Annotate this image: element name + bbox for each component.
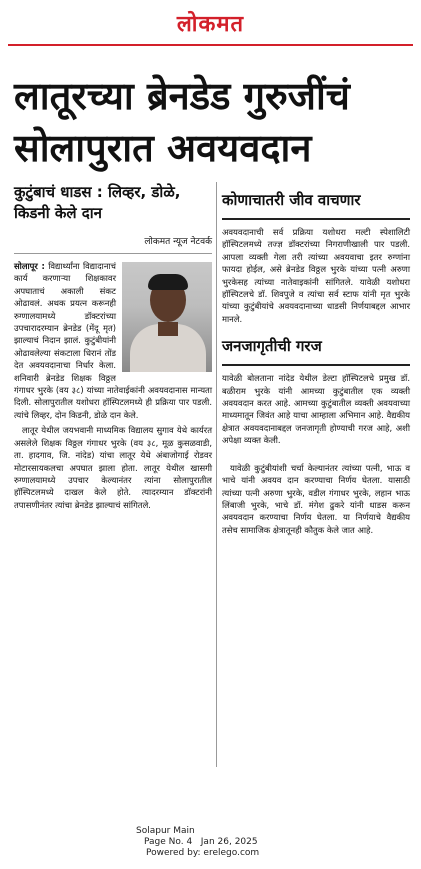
- right-column: [222, 190, 410, 539]
- section-1-body: अवयवदानाची सर्व प्रक्रिया यशोधरा मल्टी स्पेशालिटी हॉस्पिटलमध्ये तज्ज्ञ डॉक्टरांच्या निगराणीखाली पार पडली. आपला व्यक्ती गेला तरी त्यांच्या अवयवाचा इतर रुग्णांना फायदा होईल, असे ब्रेनडेड विठ्ठल भुरके यांच्या पत्नी अरुणा भुरकेसह त्यांच्या नातेवाइकांनी सांगितले. यावेळी यशोधरा हॉस्पिटलचे डॉ. शिवपुजे व त्यांचा सर्व स्टाफ यांनी मृत भुरके यांच्या कुटुंबीयांचे अवयवदानाच्या धाडसी निर्णयाबद्दल आभार मानले.: [222, 227, 410, 324]
- issue-date: Jan 26, 2025: [200, 837, 258, 847]
- headline: लातूरच्या ब्रेनडेड गुरुजींचं सोलापुरात अवयवदान: [14, 74, 350, 170]
- section-rule-1: [222, 218, 410, 220]
- section-heading-1: कोणाचातरी जीव वाचणार: [222, 191, 361, 209]
- teacher-photo: [122, 262, 212, 372]
- byline-rule: [14, 253, 212, 254]
- edition-name: Solapur Main: [136, 826, 195, 836]
- left-article-body: [14, 260, 212, 511]
- paragraph-3: यावेळी कुटुंबीयांशी चर्चा केल्यानंतर त्यांच्या पत्नी, भाऊ व भाचे यांनी अवयव दान करण्याचा निर्णय घेतला. यासाठी त्यांच्या पत्नी अरुणा भुरके, वडील गंगाधर भुरके, लहान भाऊ लिंबाजी भुरके, भाचे डॉ. मंगेश ढुकरे यांनी धाडस करून अवयवदान करण्याचा निर्णय घेतला. या निर्णयाचे वैद्यकीय तसेच सामाजिक क्षेत्रातूनही कौतुक केले जात आहे.: [222, 462, 410, 535]
- newspaper-logo: लोकमत: [176, 12, 245, 37]
- section-heading-2: जनजागृतीची गरज: [222, 337, 322, 356]
- section-2-body: यावेळी बोलताना नांदेड येथील डेल्टा हॉस्पिटलचे प्रमुख डॉ. बळीराम भुरके यांनी आमच्या कुटुंबातील एक व्यक्ती अवयवदान करत आहे. आमच्या कुटुंबातील व्यक्ती अवयवाच्या माध्यमातून जिवंत आहे याचा आम्हाला अभिमान आहे. वैद्यकीय क्षेत्रात अवयवदानाबद्दल जनजागृती होण्याची गरज आहे, अशी अपेक्षा व्यक्त केली. यावेळी कुटुंबीयांशी चर्चा केल्यानंतर त्यांच्या पत्नी, भाऊ व भाचे यांनी अवयव दान करण्याचा निर्णय घेतला. यासाठी त्यांच्या पत्नी अरुणा भुरके, वडील गंगाधर भुरके, लहान भाऊ लिंबाजी भुरके, भाचे डॉ. मंगेश ढुकरे यांनी धाडस करून अवयवदान करण्याचा निर्णय घेतला. या निर्णयाचे वैद्यकीय तसेच सामाजिक क्षेत्रातूनही कौतुक केले जात आहे.: [222, 373, 410, 535]
- paragraph-2: लातूर येथील जयभवानी माध्यमिक विद्यालय सुगाव येथे कार्यरत असलेले शिक्षक विठ्ठल गंगाधर भुरके (वय ३८, मूळ कुसळवाडी, ता. हादगाव, जि. नांदेड) यांचा लातूर येथे अंबाजोगाई रोडवर मोटारसायकलचा अपघात झाला होता. लातूर येथील खासगी रुग्णालयामध्ये उपचार केल्यानंतर त्यांना सोलापुरातील हॉस्पिटलमध्ये दाखल केले होते. त्यादरम्यान डॉक्टरांनी तपासणीनंतर त्यांचा ब्रेनडेड झाल्याचं सांगितले.: [14, 425, 212, 510]
- paragraph-1: सोलापूर : विद्यार्थ्यांना विद्यादानाचं कार्य करणाऱ्या शिक्षकावर अपघाताचं अकाली संकट ओढावलं. अथक प्रयत्न करूनही रुग्णालयामध्ये डॉक्टरांच्या उपचारादरम्यान ब्रेनडेड (मेंदू मृत) झाल्याचं निदान झालं. कुटुंबीयांनी ओढावलेल्या संकटाला धिरानं तोंड देत अवयवदानाचा निर्धार केला. शनिवारी ब्रेनडेड शिक्षक विठ्ठल गंगाधर भुरके (वय ३८) यांच्या नातेवाईकांनी अवयवदानास मान्यता दिली. सोलापुरातील यशोधरा हॉस्पिटलमध्ये ही प्रक्रिया पार पडली. त्यांचे लिव्हर, दोन किडनी, डोळे दान केले.: [14, 261, 212, 420]
- column-divider: [216, 182, 217, 767]
- dateline: सोलापूर :: [14, 261, 45, 271]
- masthead-rule: [8, 44, 413, 46]
- subheadline: कुटुंबाचं धाडस : लिव्हर, डोळे, किडनी केले दान: [14, 183, 181, 222]
- page-number: Page No. 4: [144, 837, 193, 847]
- page-footer: [136, 826, 259, 859]
- section-rule-2: [222, 364, 410, 366]
- left-column: [14, 182, 212, 514]
- powered-by-link[interactable]: Powered by: erelego.com: [146, 848, 260, 858]
- masthead: [0, 0, 421, 44]
- byline: लोकमत न्यूज नेटवर्क: [144, 237, 212, 247]
